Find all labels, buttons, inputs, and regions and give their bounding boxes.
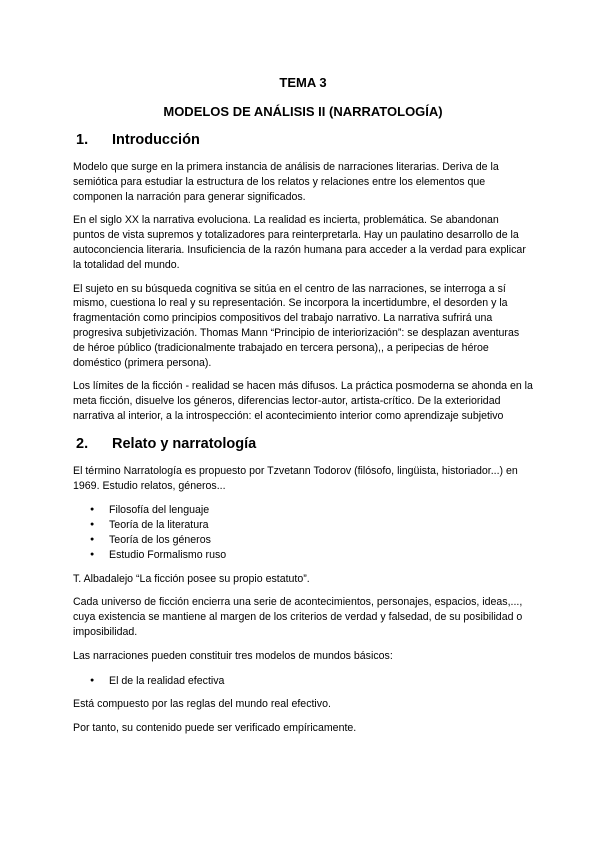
paragraph: En el siglo XX la narrativa evoluciona. La realidad es incierta, problemática. Se abandonan puntos de vista supremos y totalizadores para reinterpretarla. Hay un paulatino desarrollo de la autoconciencia literaria. Insuficiencia de la razón humana para acceder a la verdad para explicar la totalidad del mundo.: [73, 214, 526, 271]
section-heading-relato: [73, 434, 533, 454]
paragraph: Cada universo de ficción encierra una serie de acontecimientos, personajes, espacios, ideas,..., cuya existencia se mantiene al margen de los criterios de verdad y falsedad, de su posibilidad o imposibilidad.: [73, 596, 523, 638]
section-number: 2.: [76, 435, 89, 452]
paragraph: Las narraciones pueden constituir tres modelos de mundos básicos:: [73, 649, 393, 662]
paragraph: Modelo que surge en la primera instancia de análisis de narraciones literarias. Deriva de la semiótica para estudiar la estructura de los relatos y relaciones entre los elementos que componen la narración para generar significados.: [73, 161, 499, 203]
paragraph: Por tanto, su contenido puede ser verificado empíricamente.: [73, 722, 357, 735]
section-title: Introducción: [112, 132, 200, 148]
paragraph: El término Narratología es propuesto por Tzvetann Todorov (filósofo, lingüista, historiador...) en 1969. Estudio relatos, géneros...: [73, 464, 518, 492]
section-number: 1.: [76, 132, 89, 148]
paragraph: T. Albadalejo “La ficción posee su propio estatuto”.: [73, 572, 310, 585]
list-item: ● El de la realidad efectiva: [73, 674, 533, 689]
list-item: ● Estudio Formalismo ruso: [73, 548, 533, 563]
list-item: ● Teoría de la literatura: [73, 518, 533, 533]
page-title: TEMA 3: [279, 75, 327, 90]
bullet-list: [73, 674, 533, 689]
paragraph: Los límites de la ficción - realidad se hacen más difusos. La práctica posmoderna se ahonda en la meta ficción, disuelve los géneros, diferencias lector-autor, artista-crítico. De la exterioridad narrativa al interior, a la introspección: el acontecimiento interior como aprendizaje subjetivo: [73, 380, 533, 422]
list-item: ● Teoría de los géneros: [73, 533, 533, 548]
paragraph: El sujeto en su búsqueda cognitiva se sitúa en el centro de las narraciones, se interroga a sí mismo, cuestiona lo real y su representación. Se incorpora la incertidumbre, el desorden y la fragmentación como principios compositivos del trabajo narrativo. La narrativa sufrirá una progresiva subjetivización. Thomas Mann “Principio de interiorización”: se desplazan aventuras de héroe público (tradicionalmente trabajado en tercera persona),, a peripecias de héroe doméstico (primera persona).: [73, 282, 520, 369]
section-heading-introduccion: [73, 130, 533, 150]
bullet-list: [73, 503, 533, 562]
page-subtitle: MODELOS DE ANÁLISIS II (NARRATOLOGÍA): [163, 104, 443, 119]
document-content: [73, 75, 533, 736]
list-item: ● Filosofía del lenguaje: [73, 503, 533, 518]
section-title: Relato y narratología: [112, 435, 257, 452]
paragraph: Está compuesto por las reglas del mundo real efectivo.: [73, 698, 331, 711]
